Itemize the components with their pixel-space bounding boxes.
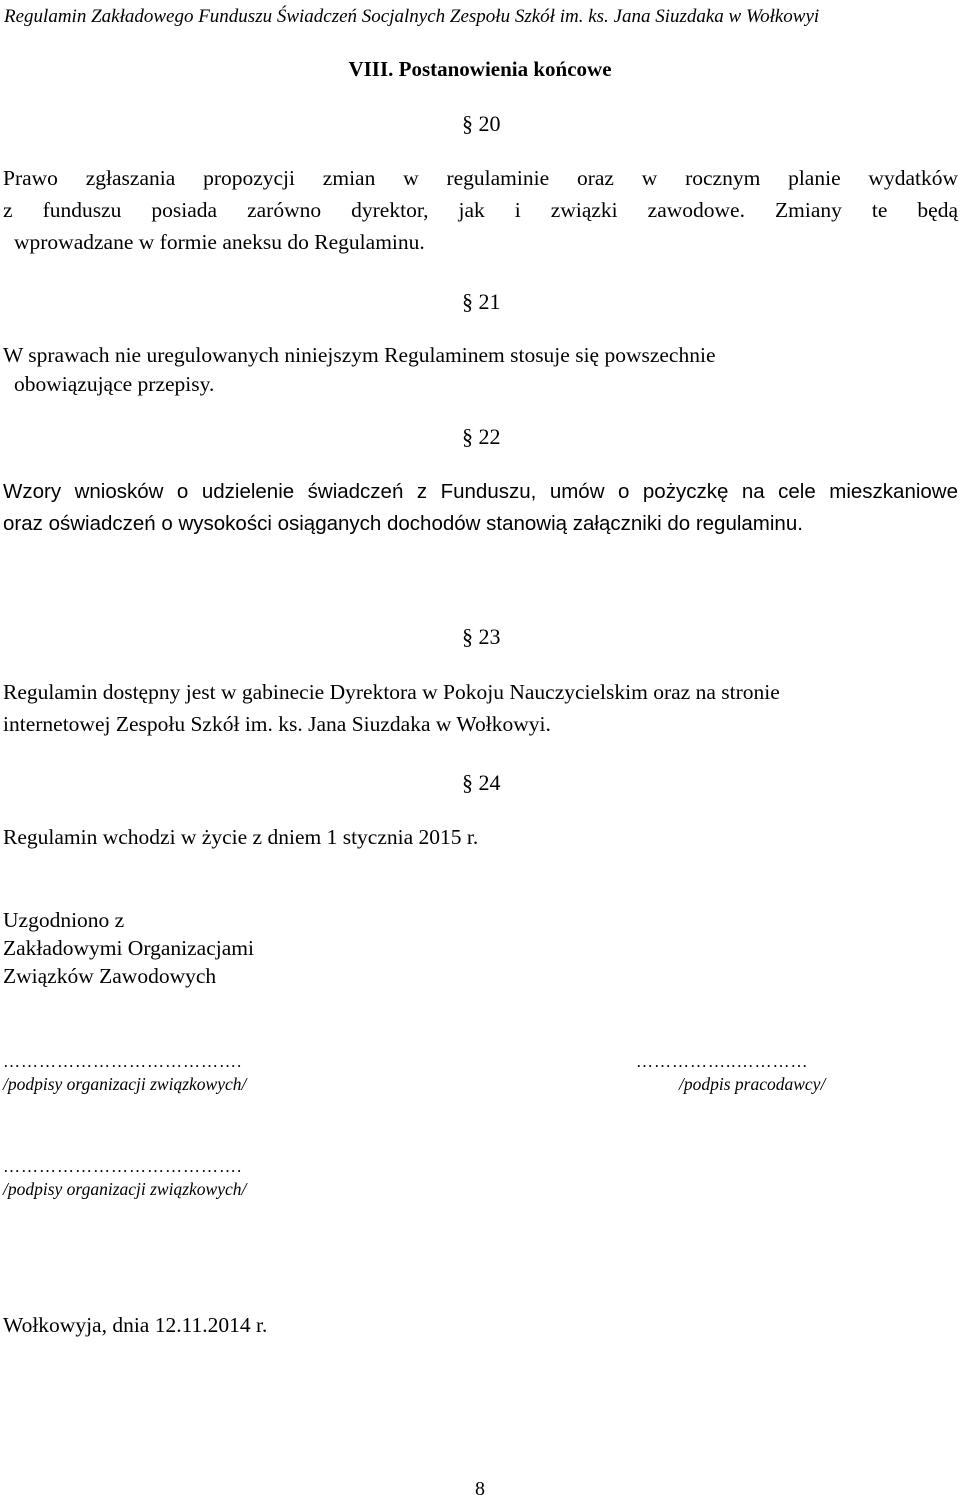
signature-label-employer: /podpis pracodawcy/ <box>679 1074 826 1094</box>
signature-dots-unions: …………………………………. <box>3 1052 243 1071</box>
paragraph-23-line-2: internetowej Zespołu Szkół im. ks. Jana Siuzdaka w Wołkowyi. <box>3 712 551 736</box>
paragraph-20-line-1: Prawo zgłaszania propozycji zmian w regulaminie oraz w rocznym planie wydatków <box>3 166 958 190</box>
signature-label-unions: /podpisy organizacji związkowych/ <box>3 1074 247 1094</box>
signature-label-unions-2: /podpisy organizacji związkowych/ <box>3 1179 247 1199</box>
paragraph-21-number: § 21 <box>462 289 501 314</box>
paragraph-24-number: § 24 <box>462 770 501 795</box>
page-number: 8 <box>475 1478 485 1500</box>
paragraph-22-number: § 22 <box>462 424 501 449</box>
page-header: Regulamin Zakładowego Funduszu Świadczeń Socjalnych Zespołu Szkół im. ks. Jana Siuzdaka w Wołkowyi <box>4 6 820 27</box>
agreement-line-2: Zakładowymi Organizacjami <box>3 936 254 960</box>
place-date: Wołkowyja, dnia 12.11.2014 r. <box>3 1313 268 1337</box>
signature-dots-unions-2: …………………………………. <box>3 1157 243 1176</box>
signature-dots-employer: ……………..………… <box>636 1052 809 1071</box>
paragraph-23-number: § 23 <box>462 624 501 649</box>
section-title: VIII. Postanowienia końcowe <box>348 57 612 81</box>
paragraph-23-line-1: Regulamin dostępny jest w gabinecie Dyrektora w Pokoju Nauczycielskim oraz na stronie <box>3 680 780 704</box>
agreement-line-1: Uzgodniono z <box>3 908 125 932</box>
paragraph-21-line-1: W sprawach nie uregulowanych niniejszym Regulaminem stosuje się powszechnie <box>3 343 716 367</box>
paragraph-20-line-3: wprowadzane w formie aneksu do Regulaminu. <box>14 230 425 254</box>
agreement-line-3: Związków Zawodowych <box>3 964 217 988</box>
paragraph-22-line-2: oraz oświadczeń o wysokości osiąganych dochodów stanowią załączniki do regulaminu. <box>3 512 803 535</box>
paragraph-21-line-2: obowiązujące przepisy. <box>14 372 215 396</box>
paragraph-24-line-1: Regulamin wchodzi w życie z dniem 1 stycznia 2015 r. <box>3 825 479 849</box>
paragraph-20-line-2: z funduszu posiada zarówno dyrektor, jak i związki zawodowe. Zmiany te będą <box>3 198 958 222</box>
paragraph-22-line-1: Wzory wniosków o udzielenie świadczeń z Funduszu, umów o pożyczkę na cele mieszkaniowe <box>3 480 958 503</box>
paragraph-20-number: § 20 <box>462 111 501 136</box>
